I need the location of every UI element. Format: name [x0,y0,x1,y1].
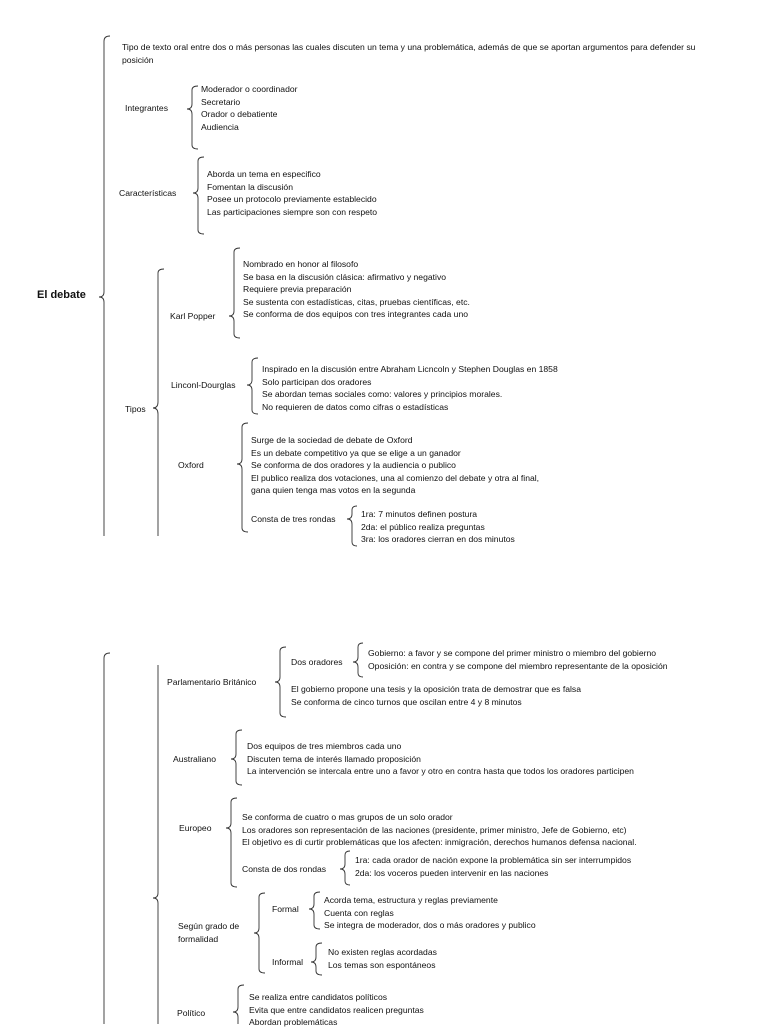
list-item: Evita que entre candidatos realicen preguntas [249,1004,424,1015]
politico-label: Político [177,1008,206,1018]
bracket-oxford-rondas [347,506,357,546]
lincoln-douglas-label: Linconl-Dourglas [171,380,236,390]
list-item: Inspirado en la discusión entre Abraham Licncoln y Stephen Douglas en 1858 [262,364,558,374]
karl-popper-list [243,258,470,321]
list-item: Secretario [201,96,241,107]
bracket-politico [233,985,244,1024]
list-item: Acorda tema, estructura y reglas previamente [324,895,498,905]
bracket-parlamentario [275,647,286,717]
integrantes-list [201,83,298,133]
list-item: Se integra de moderador, dos o más oradores y publico [324,920,536,931]
list-item: 3ra: los oradores cierran en dos minutos [361,534,515,545]
formal-list [324,894,536,932]
list-item: 2da: los voceros pueden intervenir en las naciones [355,867,549,878]
list-item: Cuenta con reglas [324,907,394,918]
formal-label: Formal [272,904,299,914]
list-item: Gobierno: a favor y se compone del primer ministro o miembro del gobierno [368,648,657,658]
bracket-tipos-continued [153,665,158,1024]
lincoln-douglas-list [262,363,558,413]
list-item: Las participaciones siempre son con respeto [207,206,378,217]
europeo-rondas-list [355,854,631,879]
list-item: Solo participan dos oradores [262,376,372,387]
bracket-caracteristicas [193,157,204,234]
oxford-label: Oxford [178,460,204,470]
bracket-informal [311,943,322,975]
bracket-lincoln [247,358,258,414]
list-item: Se basa en la discusión clásica: afirmativo y negativo [243,271,447,282]
bracket-integrantes [187,86,198,149]
list-item: El gobierno propone una tesis y la oposición trata de demostrar que es falsa [291,684,581,694]
integrantes-label: Integrantes [125,103,168,113]
list-item: Oposición: en contra y se compone del miembro representante de la oposición [368,660,668,671]
informal-list [328,946,437,971]
europeo-label: Europeo [179,823,212,833]
list-item: Dos equipos de tres miembros cada uno [247,741,402,751]
dos-oradores-label: Dos oradores [291,657,343,667]
caracteristicas-list [207,168,377,218]
list-item: Posee un protocolo previamente establecido [207,194,377,205]
europeo-list [242,811,637,849]
bracket-karl-popper [229,248,240,338]
list-item: Los temas son espontáneos [328,959,436,970]
list-item: Surge de la sociedad de debate de Oxford [251,435,413,445]
definition-text: Tipo de texto oral entre dos o más personas las cuales discuten un tema y una problemática, además de que se aportan argumentos para defender su posición [122,42,696,65]
root-title: El debate [37,289,86,301]
bracket-oxford [237,423,248,532]
bracket-root [99,36,110,536]
list-item: Se conforma de dos oradores y la audiencia o publico [251,460,456,471]
australiano-list [247,740,634,778]
bracket-formal [309,892,320,929]
list-item: El objetivo es di curtir problemáticas que los afecten: inmigración, derechos humanos defensa nacional. [242,837,637,848]
list-item: Se sustenta con estadísticas, citas, pruebas científicas, etc. [243,296,470,307]
formalidad-label: Según grado de formalidad [178,921,240,944]
list-item: No existen reglas acordadas [328,947,437,957]
list-item: Los oradores son representación de las naciones (presidente, primer ministro, Jefe de Gobierno, etc) [242,824,627,835]
informal-label: Informal [272,957,304,967]
bracket-dos-oradores [353,643,363,677]
list-item: Se conforma de cinco turnos que oscilan entre 4 y 8 minutos [291,696,522,707]
oxford-list [251,434,539,497]
bracket-australiano [231,730,242,785]
list-item: Se realiza entre candidatos políticos [249,992,388,1002]
bracket-europeo [226,798,237,887]
caracteristicas-label: Características [119,188,177,198]
list-item: 1ra: 7 minutos definen postura [361,509,478,519]
oxford-rondas-list [361,508,515,546]
bracket-root-continued [104,653,110,1024]
bracket-formalidad [254,893,265,973]
list-item: Orador o debatiente [201,109,278,120]
list-item: Aborda un tema en especifico [207,169,321,179]
list-item: La intervención se intercala entre uno a favor y otro en contra hasta que todos los oradores participen [247,766,634,777]
dos-oradores-list [368,647,668,672]
list-item: Fomentan la discusión [207,181,293,192]
australiano-label: Australiano [173,754,216,764]
list-item: Es un debate competitivo ya que se elige a un ganador [251,447,461,458]
list-item: 2da: el público realiza preguntas [361,521,485,532]
europeo-rondas-label: Consta de dos rondas [242,864,327,874]
list-item: No requieren de datos como cifras o estadísticas [262,401,449,412]
parlamentario-list [291,683,581,708]
list-item: Discuten tema de interés llamado proposición [247,753,421,764]
list-item: Se conforma de dos equipos con tres integrantes cada uno [243,309,469,320]
politico-list [249,991,424,1029]
parlamentario-label: Parlamentario Británico [167,677,257,687]
list-item: Audiencia [201,121,239,132]
karl-popper-label: Karl Popper [170,311,216,321]
list-item: Se conforma de cuatro o mas grupos de un solo orador [242,812,453,822]
list-item: Se abordan temas sociales como: valores y principios morales. [262,389,503,400]
list-item: Requiere previa preparación [243,284,352,295]
tipos-label: Tipos [125,404,146,414]
list-item: Moderador o coordinador [201,84,298,94]
list-item: 1ra: cada orador de nación expone la problemática sin ser interrumpidos [355,855,632,865]
list-item: gana quien tenga mas votos en la segunda [251,485,416,496]
list-item: Nombrado en honor al filosofo [243,259,359,269]
bracket-europeo-rondas [340,851,350,885]
oxford-rondas-label: Consta de tres rondas [251,514,336,524]
list-item: El publico realiza dos votaciones, una al comienzo del debate y otra al final, [251,472,540,483]
bracket-tipos [153,269,164,536]
list-item: Abordan problemáticas [249,1017,338,1028]
